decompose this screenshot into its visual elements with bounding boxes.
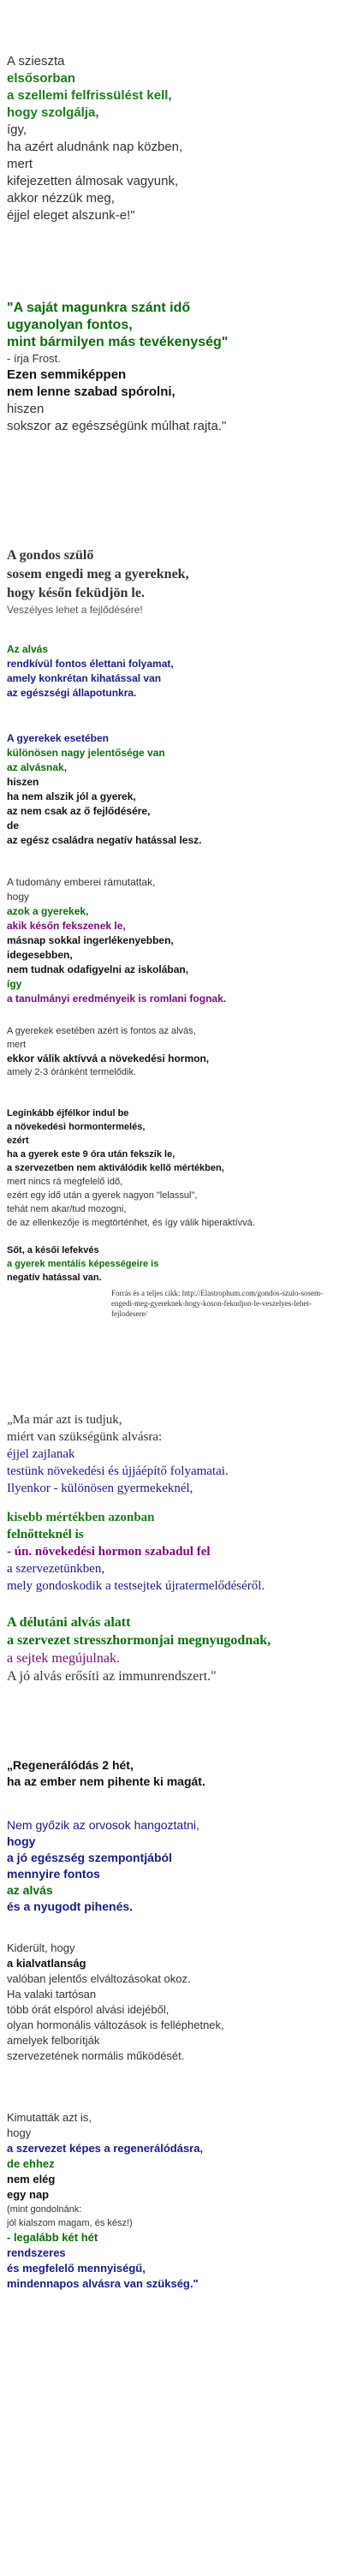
text-line: ezért — [7, 1136, 29, 1146]
text-line: mert — [7, 1040, 26, 1050]
text-line: jól kialszom magam, és kész!) — [7, 2218, 133, 2228]
delutani-quote — [7, 1613, 346, 1685]
text-line: az nem csak az ő fejlődésére, — [7, 805, 151, 817]
text-line: negatív hatással van. — [7, 1273, 102, 1283]
text-line: rendkívül fontos élettani folyamat, — [7, 658, 174, 670]
text-line: a tanulmányi eredményeik is romlani fognak. — [7, 993, 227, 1005]
section-title: A gondos szülő — [7, 548, 94, 563]
kimutattak-paragraph — [7, 2110, 346, 2292]
text-line: hiszen — [7, 776, 39, 788]
text-line: Ilyenkor - különösen gyermekeknél, — [7, 1482, 193, 1495]
text-line: amely 2-3 óránként termelődik. — [7, 1067, 137, 1077]
text-line: a növekedési hormontermelés, — [7, 1122, 146, 1132]
text-line: rendszeres — [7, 2246, 66, 2259]
text-line: hogy szolgálja, — [7, 105, 99, 120]
text-line: mindennapos alvásra van szükség." — [7, 2277, 199, 2290]
section-subtitle: Veszélyes lehet a fejlődésére! — [7, 604, 143, 616]
kiderult-paragraph — [7, 1941, 346, 2064]
text-line: miért van szükségünk alvásra: — [7, 1430, 163, 1444]
text-line: ha nem alszik jól a gyerek, — [7, 790, 136, 802]
section-title: hogy későn feküdjön le. — [7, 586, 145, 600]
text-line: Ezen semmiképpen — [7, 367, 127, 382]
text-line: valóban jelentős elváltozásokat okoz. — [7, 1972, 191, 1985]
text-line: Kiderült, hogy — [7, 1941, 75, 1954]
text-line: hogy — [7, 2126, 32, 2139]
text-line: idegesebben, — [7, 949, 73, 961]
text-line: Nem győzik az orvosok hangoztatni, — [7, 1818, 199, 1832]
text-line: Az alvás — [7, 643, 49, 655]
text-line: A tudomány emberei rámutattak, — [7, 876, 156, 888]
text-line: a szellemi felfrissülést kell, — [7, 88, 172, 103]
text-line: kisebb mértékben azonban — [7, 1511, 155, 1524]
text-line: - írja Frost. — [7, 352, 61, 365]
text-line: „Ma már azt is tudjuk, — [7, 1413, 122, 1427]
text-line: nem elég — [7, 2173, 56, 2185]
text-line: sokszor az egészségünk múlhat rajta." — [7, 419, 227, 433]
text-line: ekkor válik aktívvá a növekedési hormon, — [7, 1052, 210, 1064]
text-line: az egészségi állapotunkra. — [7, 687, 137, 699]
text-line: az alvás — [7, 1883, 53, 1897]
text-line: éjjel eleget alszunk-e!" — [7, 208, 135, 223]
text-line: mert nincs rá megfelelő idő, — [7, 1177, 123, 1187]
text-line: de az ellenkezője is megtörténhet, és így válik hiperaktívvá. — [7, 1218, 255, 1228]
text-line: a szervezetünkben, — [7, 1562, 105, 1576]
text-line: másnap sokkal ingerlékenyebben, — [7, 934, 174, 946]
text-line: ha az ember nem pihente ki magát. — [7, 1774, 205, 1788]
text-line: mennyire fontos — [7, 1867, 100, 1881]
ejfel-paragraph — [7, 1106, 346, 1230]
text-line: A gyerekek esetében azért is fontos az alvás, — [7, 1026, 196, 1036]
hormon-quote — [7, 1509, 346, 1595]
text-line: a szervezet képes a regenerálódásra, — [7, 2142, 204, 2155]
text-line: ezért egy idő után a gyerek nagyon "lelassul", — [7, 1190, 198, 1201]
text-line: (mint gondolnánk: — [7, 2204, 82, 2215]
source-link[interactable]: Forrás és a teljes cikk: http://Elastrophum.com/gondos-szulo-sosem-engedi-meg-gyereknek-hogy-koson-fekudjon-le-veszelyes-lehet-fejlodesere/ — [111, 1289, 323, 1318]
text-line: hiszen — [7, 402, 45, 416]
text-line: a szervezetben nem aktiválódik kellő mértékben, — [7, 1163, 224, 1173]
section-title: sosem engedi meg a gyereknek, — [7, 567, 189, 581]
text-line: A jó alvás erősíti az immunrendszert." — [7, 1669, 217, 1684]
text-line: hogy — [7, 891, 30, 903]
alvas-quote — [7, 1411, 346, 1497]
text-line: a sejtek megújulnak. — [7, 1651, 120, 1666]
text-line: több órát elspórol alvási idejéből, — [7, 2003, 170, 2016]
text-line: az alvásnak, — [7, 761, 68, 773]
gondos-szulo-heading — [7, 546, 346, 617]
text-line: ha azért aludnánk nap közben, — [7, 140, 183, 154]
text-line: elsősorban — [7, 71, 76, 86]
text-line: a szervezet stresszhormonjai megnyugodnak, — [7, 1633, 271, 1648]
text-line: amely konkrétan kihatással van — [7, 672, 162, 684]
text-line: A délutáni alvás alatt — [7, 1615, 131, 1630]
text-line: - ún. növekedési hormon szabadul fel — [7, 1545, 211, 1559]
text-line: mely gondoskodik a testsejtek újratermelődéséről. — [7, 1579, 265, 1593]
text-line: de — [7, 820, 20, 832]
kesoi-paragraph — [7, 1243, 346, 1285]
gyerekek-paragraph — [7, 731, 346, 848]
text-line: hogy — [7, 1834, 36, 1848]
text-line: éjjel zajlanak — [7, 1447, 75, 1461]
hormon-paragraph — [7, 1024, 346, 1079]
text-line: és a nyugodt pihenés. — [7, 1899, 134, 1913]
text-line: tehát nem akar/tud mozogni, — [7, 1204, 127, 1214]
text-line: A gyerekek esetében — [7, 732, 109, 744]
text-line: felnőtteknél is — [7, 1528, 84, 1541]
text-line: kifejezetten álmosak vagyunk, — [7, 174, 179, 188]
frost-quote — [7, 300, 346, 435]
text-line: Sőt, a késői lefekvés — [7, 1245, 99, 1255]
text-line: szervezetének normális működését. — [7, 2049, 185, 2062]
text-line: nem tudnak odafigyelni az iskolában, — [7, 963, 189, 975]
text-line: akkor nézzük meg, — [7, 191, 115, 206]
text-line: testünk növekedési és újjáépítő folyamatai. — [7, 1464, 229, 1478]
text-line: nem lenne szabad spórolni, — [7, 385, 176, 399]
text-line: mert — [7, 157, 33, 171]
text-line: ugyanolyan fontos, — [7, 318, 133, 332]
text-line: különösen nagy jelentősége van — [7, 747, 165, 759]
text-line: a jó egészség szempontjából — [7, 1851, 172, 1864]
text-line: és megfelelő mennyiségű, — [7, 2262, 146, 2275]
text-line: "A saját magunkra szánt idő — [7, 301, 191, 315]
text-line: - legalább két hét — [7, 2231, 98, 2244]
text-line: akik későn fekszenek le, — [7, 920, 126, 932]
alvas-paragraph — [7, 642, 346, 701]
text-line: mint bármilyen más tevékenység" — [7, 335, 229, 349]
text-line: A sziesztа — [7, 54, 65, 69]
text-line: a kialvatlanság — [7, 1957, 86, 1970]
sziesta-paragraph — [7, 53, 346, 224]
text-line: olyan hormonális változások is felléphetnek, — [7, 2018, 224, 2031]
text-line: az egész családra negatív hatással lesz. — [7, 834, 202, 846]
text-line: amelyek felborítják — [7, 2034, 100, 2047]
text-line: azok a gyerekek, — [7, 905, 89, 917]
text-line: Leginkább éjfélkor indul be — [7, 1108, 129, 1118]
text-line: a gyerek mentális képességeire is — [7, 1259, 159, 1269]
tudomany-paragraph — [7, 875, 346, 1006]
orvosok-paragraph — [7, 1817, 346, 1915]
text-line: így, — [7, 122, 27, 137]
text-line: Kimutatták azt is, — [7, 2111, 92, 2124]
text-line: „Regenerálódás 2 hét, — [7, 1758, 134, 1772]
text-line: egy nap — [7, 2188, 50, 2201]
text-line: ha a gyerek este 9 óra után fekszik le, — [7, 1149, 176, 1160]
text-line: Ha valaki tartósan — [7, 1988, 97, 2001]
text-line: így — [7, 978, 22, 990]
regeneralodas-heading — [7, 1757, 346, 1790]
text-line: de ehhez — [7, 2157, 55, 2170]
